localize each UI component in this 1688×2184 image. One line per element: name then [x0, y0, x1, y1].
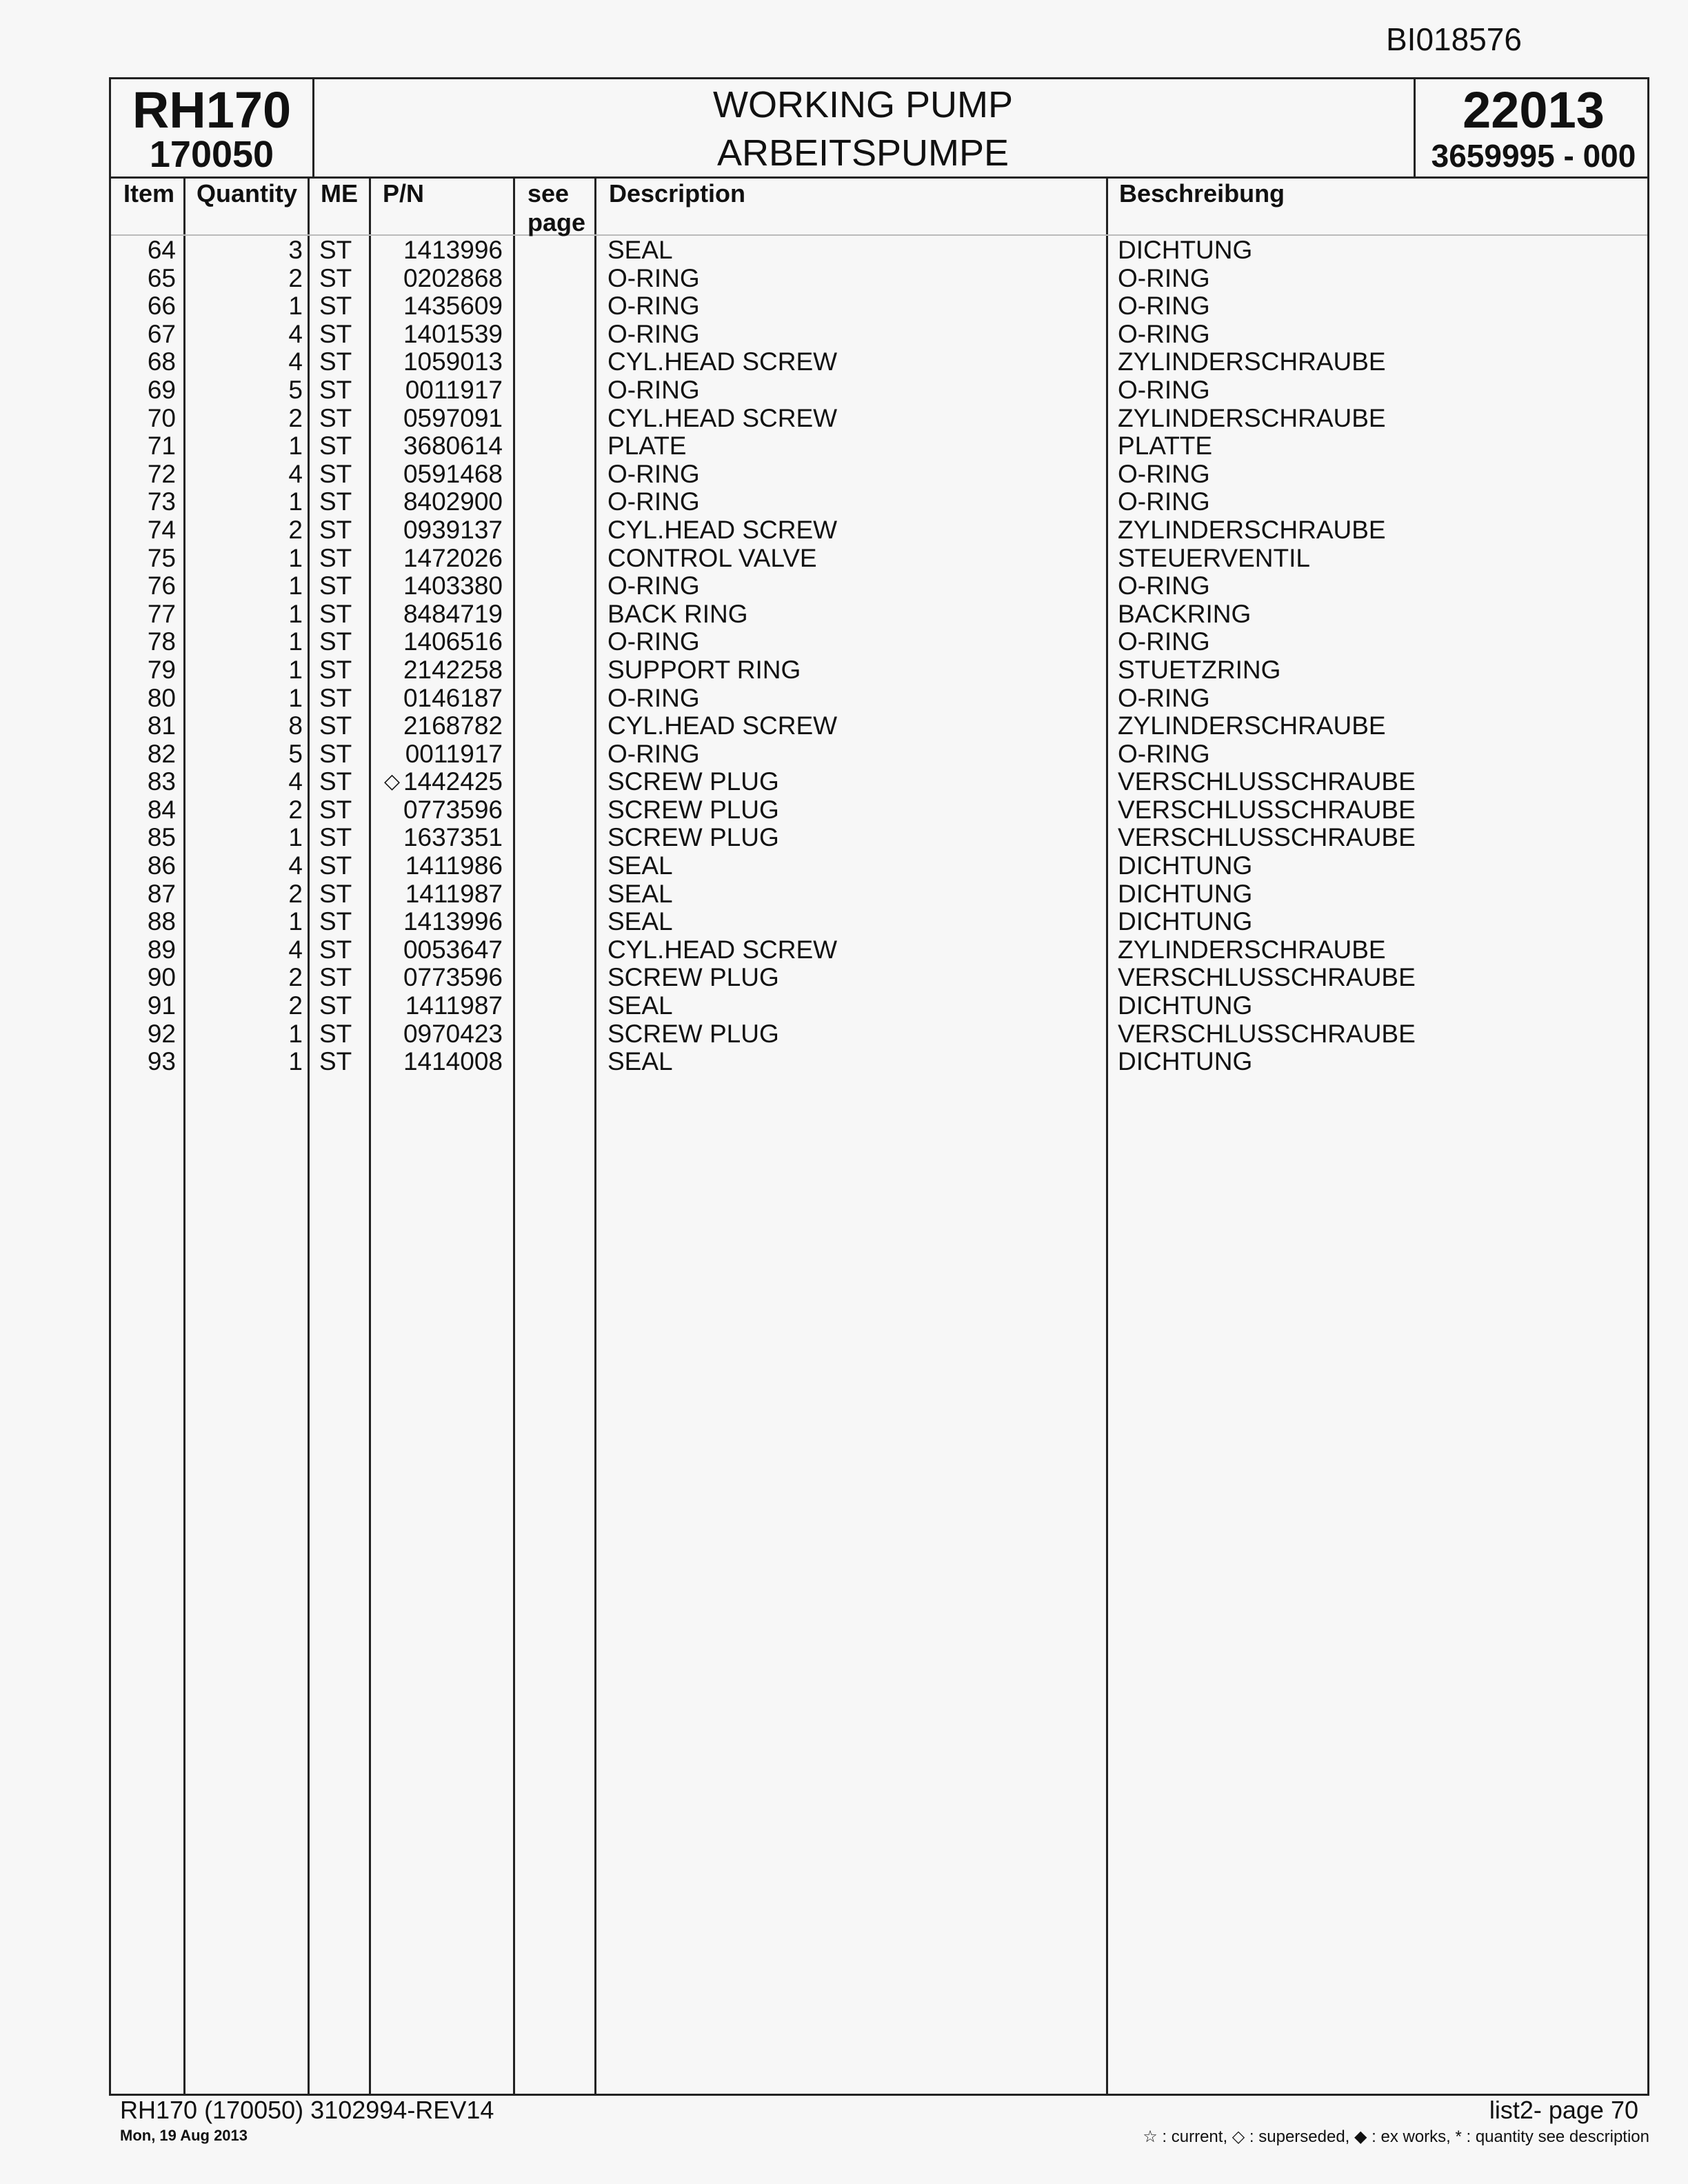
title-box	[312, 79, 1414, 176]
cell-quantity: 1	[288, 487, 303, 516]
parts-table-body	[111, 236, 1647, 1076]
footer-legend: ☆ : current, ◇ : superseded, ◆ : ex works, * : quantity see description	[1143, 2127, 1649, 2146]
cell-me: ST	[319, 1019, 352, 1048]
cell-beschreibung: O-RING	[1118, 459, 1210, 488]
cell-description: O-RING	[607, 292, 700, 321]
cell-beschreibung: DICHTUNG	[1118, 1047, 1253, 1076]
cell-item: 76	[147, 572, 176, 600]
cell-me: ST	[319, 711, 352, 740]
cell-beschreibung: ZYLINDERSCHRAUBE	[1118, 711, 1386, 740]
cell-quantity: 2	[288, 263, 303, 292]
cell-quantity: 3	[288, 236, 303, 264]
cell-quantity: 4	[288, 459, 303, 488]
cell-quantity: 1	[288, 543, 303, 572]
cell-description: O-RING	[607, 263, 700, 292]
cell-quantity: 1	[288, 823, 303, 852]
cell-quantity: 8	[288, 711, 303, 740]
cell-beschreibung: O-RING	[1118, 292, 1210, 321]
cell-part-number: 0202868	[403, 263, 503, 292]
table-row	[111, 685, 1647, 713]
cell-quantity: 2	[288, 991, 303, 1020]
cell-beschreibung: BACKRING	[1118, 599, 1252, 628]
cell-beschreibung: VERSCHLUSSCHRAUBE	[1118, 823, 1416, 852]
column-header-pn: P/N	[383, 179, 425, 208]
cell-description: BACK RING	[607, 599, 748, 628]
cell-me: ST	[319, 403, 352, 432]
cell-me: ST	[319, 627, 352, 656]
cell-quantity: 1	[288, 572, 303, 600]
cell-part-number: 1413996	[403, 907, 503, 936]
cell-beschreibung: STEUERVENTIL	[1118, 543, 1310, 572]
table-row	[111, 824, 1647, 852]
model-name: RH170	[132, 81, 292, 139]
cell-quantity: 4	[288, 347, 303, 376]
cell-beschreibung: ZYLINDERSCHRAUBE	[1118, 347, 1386, 376]
cell-item: 91	[147, 991, 176, 1020]
cell-item: 90	[147, 963, 176, 992]
cell-beschreibung: O-RING	[1118, 319, 1210, 348]
cell-beschreibung: O-RING	[1118, 683, 1210, 712]
cell-item: 92	[147, 1019, 176, 1048]
cell-me: ST	[319, 795, 352, 824]
cell-description: O-RING	[607, 487, 700, 516]
cell-part-number: 1414008	[403, 1047, 503, 1076]
cell-part-number: 0591468	[403, 459, 503, 488]
cell-me: ST	[319, 655, 352, 684]
cell-item: 71	[147, 432, 176, 461]
column-header-description: Description	[609, 179, 746, 208]
cell-me: ST	[319, 375, 352, 404]
table-row	[111, 292, 1647, 321]
table-row	[111, 880, 1647, 909]
title-english: WORKING PUMP	[712, 84, 1013, 125]
cell-item: 82	[147, 739, 176, 768]
cell-item: 83	[147, 767, 176, 796]
cell-me: ST	[319, 543, 352, 572]
cell-description: SCREW PLUG	[607, 767, 779, 796]
cell-quantity: 1	[288, 655, 303, 684]
parts-list-frame	[109, 77, 1649, 2096]
table-row	[111, 348, 1647, 376]
table-row	[111, 796, 1647, 825]
column-header-item: Item	[123, 179, 175, 208]
cell-part-number: 3680614	[403, 432, 503, 461]
cell-part-number: 1472026	[403, 543, 503, 572]
table-row	[111, 405, 1647, 433]
cell-quantity: 2	[288, 879, 303, 908]
cell-item: 93	[147, 1047, 176, 1076]
cell-part-number: 0011917	[405, 375, 503, 404]
cell-quantity: 1	[288, 599, 303, 628]
cell-me: ST	[319, 851, 352, 880]
cell-part-number: 1435609	[403, 292, 503, 321]
table-row	[111, 768, 1647, 796]
cell-beschreibung: DICHTUNG	[1118, 851, 1253, 880]
cell-part-number: 1403380	[403, 572, 503, 600]
cell-part-number: 1059013	[403, 347, 503, 376]
cell-quantity: 4	[288, 851, 303, 880]
table-row	[111, 572, 1647, 600]
cell-me: ST	[319, 236, 352, 264]
table-row	[111, 600, 1647, 629]
cell-description: SEAL	[607, 1047, 673, 1076]
cell-beschreibung: DICHTUNG	[1118, 991, 1253, 1020]
cell-me: ST	[319, 515, 352, 544]
cell-me: ST	[319, 879, 352, 908]
cell-quantity: 4	[288, 319, 303, 348]
table-row	[111, 488, 1647, 516]
cell-me: ST	[319, 823, 352, 852]
superseded-icon: ◇	[384, 770, 401, 793]
cell-me: ST	[319, 347, 352, 376]
cell-item: 75	[147, 543, 176, 572]
cell-description: CYL.HEAD SCREW	[607, 347, 838, 376]
cell-beschreibung: VERSCHLUSSCHRAUBE	[1118, 1019, 1416, 1048]
cell-me: ST	[319, 263, 352, 292]
cell-description: CYL.HEAD SCREW	[607, 711, 838, 740]
table-row	[111, 992, 1647, 1020]
cell-description: SEAL	[607, 851, 673, 880]
model-box	[111, 79, 314, 176]
cell-item: 74	[147, 515, 176, 544]
cell-item: 85	[147, 823, 176, 852]
cell-beschreibung: STUETZRING	[1118, 655, 1281, 684]
table-row	[111, 1048, 1647, 1076]
cell-part-number: 8484719	[403, 599, 503, 628]
cell-me: ST	[319, 599, 352, 628]
cell-beschreibung: O-RING	[1118, 375, 1210, 404]
cell-part-number: 0146187	[403, 683, 503, 712]
table-row	[111, 432, 1647, 461]
cell-part-number: 2142258	[403, 655, 503, 684]
cell-item: 68	[147, 347, 176, 376]
cell-description: O-RING	[607, 739, 700, 768]
group-box	[1414, 79, 1651, 176]
cell-beschreibung: ZYLINDERSCHRAUBE	[1118, 515, 1386, 544]
cell-part-number: 0597091	[403, 403, 503, 432]
cell-part-number: 1401539	[403, 319, 503, 348]
cell-description: CONTROL VALVE	[607, 543, 817, 572]
cell-quantity: 4	[288, 767, 303, 796]
cell-beschreibung: DICHTUNG	[1118, 879, 1253, 908]
cell-item: 87	[147, 879, 176, 908]
column-header-page: page	[528, 208, 586, 236]
cell-quantity: 4	[288, 935, 303, 964]
column-header-row	[111, 176, 1647, 236]
cell-item: 86	[147, 851, 176, 880]
cell-description: PLATE	[607, 432, 687, 461]
table-row	[111, 852, 1647, 880]
cell-item: 69	[147, 375, 176, 404]
cell-me: ST	[319, 459, 352, 488]
cell-me: ST	[319, 487, 352, 516]
cell-quantity: 2	[288, 963, 303, 992]
cell-description: O-RING	[607, 459, 700, 488]
cell-item: 70	[147, 403, 176, 432]
cell-description: O-RING	[607, 319, 700, 348]
table-row	[111, 628, 1647, 656]
footer-date: Mon, 19 Aug 2013	[120, 2127, 248, 2144]
table-row	[111, 545, 1647, 573]
cell-description: O-RING	[607, 627, 700, 656]
table-row	[111, 908, 1647, 936]
cell-part-number: 1411987	[405, 991, 503, 1020]
cell-quantity: 1	[288, 1019, 303, 1048]
cell-me: ST	[319, 739, 352, 768]
cell-part-number: 1637351	[403, 823, 503, 852]
cell-beschreibung: VERSCHLUSSCHRAUBE	[1118, 767, 1416, 796]
cell-me: ST	[319, 432, 352, 461]
cell-part-number: 0053647	[403, 935, 503, 964]
cell-description: O-RING	[607, 572, 700, 600]
column-header-see: see	[528, 179, 570, 208]
column-header-quantity: Quantity	[197, 179, 298, 208]
cell-beschreibung: ZYLINDERSCHRAUBE	[1118, 403, 1386, 432]
cell-description: SEAL	[607, 907, 673, 936]
cell-description: CYL.HEAD SCREW	[607, 403, 838, 432]
group-subnumber: 3659995 - 000	[1431, 138, 1636, 174]
table-row	[111, 376, 1647, 405]
cell-part-number: 8402900	[403, 487, 503, 516]
cell-description: SCREW PLUG	[607, 963, 779, 992]
cell-description: SEAL	[607, 991, 673, 1020]
cell-description: SCREW PLUG	[607, 795, 779, 824]
cell-description: SCREW PLUG	[607, 823, 779, 852]
model-number: 170050	[149, 134, 274, 175]
cell-quantity: 5	[288, 375, 303, 404]
cell-quantity: 2	[288, 403, 303, 432]
cell-item: 64	[147, 236, 176, 264]
cell-me: ST	[319, 319, 352, 348]
cell-quantity: 1	[288, 432, 303, 461]
title-german: ARBEITSPUMPE	[716, 132, 1009, 174]
table-row	[111, 236, 1647, 265]
cell-item: 89	[147, 935, 176, 964]
cell-beschreibung: O-RING	[1118, 263, 1210, 292]
cell-me: ST	[319, 907, 352, 936]
cell-description: CYL.HEAD SCREW	[607, 935, 838, 964]
cell-beschreibung: DICHTUNG	[1118, 236, 1253, 264]
cell-beschreibung: PLATTE	[1118, 432, 1213, 461]
cell-me: ST	[319, 767, 352, 796]
cell-item: 81	[147, 711, 176, 740]
cell-quantity: 2	[288, 795, 303, 824]
cell-quantity: 1	[288, 627, 303, 656]
cell-part-number: 1411987	[405, 879, 503, 908]
cell-description: SCREW PLUG	[607, 1019, 779, 1048]
cell-beschreibung: O-RING	[1118, 487, 1210, 516]
cell-item: 77	[147, 599, 176, 628]
cell-item: 78	[147, 627, 176, 656]
table-row	[111, 265, 1647, 293]
cell-description: O-RING	[607, 375, 700, 404]
cell-beschreibung: ZYLINDERSCHRAUBE	[1118, 935, 1386, 964]
table-row	[111, 1020, 1647, 1049]
group-number: 22013	[1463, 81, 1605, 139]
cell-item: 66	[147, 292, 176, 321]
cell-item: 67	[147, 319, 176, 348]
cell-me: ST	[319, 572, 352, 600]
cell-description: SEAL	[607, 879, 673, 908]
cell-part-number: 1442425	[403, 767, 503, 796]
footer-document-ref: RH170 (170050) 3102994-REV14	[120, 2096, 494, 2124]
cell-quantity: 1	[288, 907, 303, 936]
cell-part-number: 0011917	[405, 739, 503, 768]
cell-part-number: 0970423	[403, 1019, 503, 1048]
table-row	[111, 740, 1647, 769]
column-header-me: ME	[321, 179, 358, 208]
cell-quantity: 5	[288, 739, 303, 768]
cell-part-number: 1411986	[405, 851, 503, 880]
cell-me: ST	[319, 1047, 352, 1076]
table-row	[111, 712, 1647, 740]
cell-item: 88	[147, 907, 176, 936]
column-header-beschreibung: Beschreibung	[1119, 179, 1285, 208]
cell-me: ST	[319, 292, 352, 321]
cell-beschreibung: O-RING	[1118, 627, 1210, 656]
cell-item: 72	[147, 459, 176, 488]
cell-item: 80	[147, 683, 176, 712]
cell-quantity: 1	[288, 1047, 303, 1076]
cell-part-number: 2168782	[403, 711, 503, 740]
cell-description: SEAL	[607, 236, 673, 264]
cell-me: ST	[319, 963, 352, 992]
cell-item: 65	[147, 263, 176, 292]
cell-beschreibung: VERSCHLUSSCHRAUBE	[1118, 963, 1416, 992]
table-row	[111, 516, 1647, 545]
cell-beschreibung: O-RING	[1118, 739, 1210, 768]
cell-part-number: 1413996	[403, 236, 503, 264]
cell-me: ST	[319, 935, 352, 964]
cell-beschreibung: VERSCHLUSSCHRAUBE	[1118, 795, 1416, 824]
cell-me: ST	[319, 991, 352, 1020]
document-id: BI018576	[1386, 21, 1522, 57]
table-row	[111, 321, 1647, 349]
cell-part-number: 0773596	[403, 795, 503, 824]
cell-quantity: 2	[288, 515, 303, 544]
cell-item: 84	[147, 795, 176, 824]
cell-part-number: 1406516	[403, 627, 503, 656]
cell-quantity: 1	[288, 683, 303, 712]
footer-page-number: list2- page 70	[1489, 2096, 1638, 2124]
cell-quantity: 1	[288, 292, 303, 321]
table-row	[111, 964, 1647, 992]
cell-description: O-RING	[607, 683, 700, 712]
cell-beschreibung: O-RING	[1118, 572, 1210, 600]
cell-part-number: 0939137	[403, 515, 503, 544]
table-row	[111, 936, 1647, 964]
cell-beschreibung: DICHTUNG	[1118, 907, 1253, 936]
cell-description: SUPPORT RING	[607, 655, 801, 684]
table-row	[111, 461, 1647, 489]
page-header	[111, 79, 1647, 179]
table-row	[111, 656, 1647, 685]
cell-description: CYL.HEAD SCREW	[607, 515, 838, 544]
cell-item: 73	[147, 487, 176, 516]
cell-part-number: 0773596	[403, 963, 503, 992]
cell-me: ST	[319, 683, 352, 712]
cell-item: 79	[147, 655, 176, 684]
